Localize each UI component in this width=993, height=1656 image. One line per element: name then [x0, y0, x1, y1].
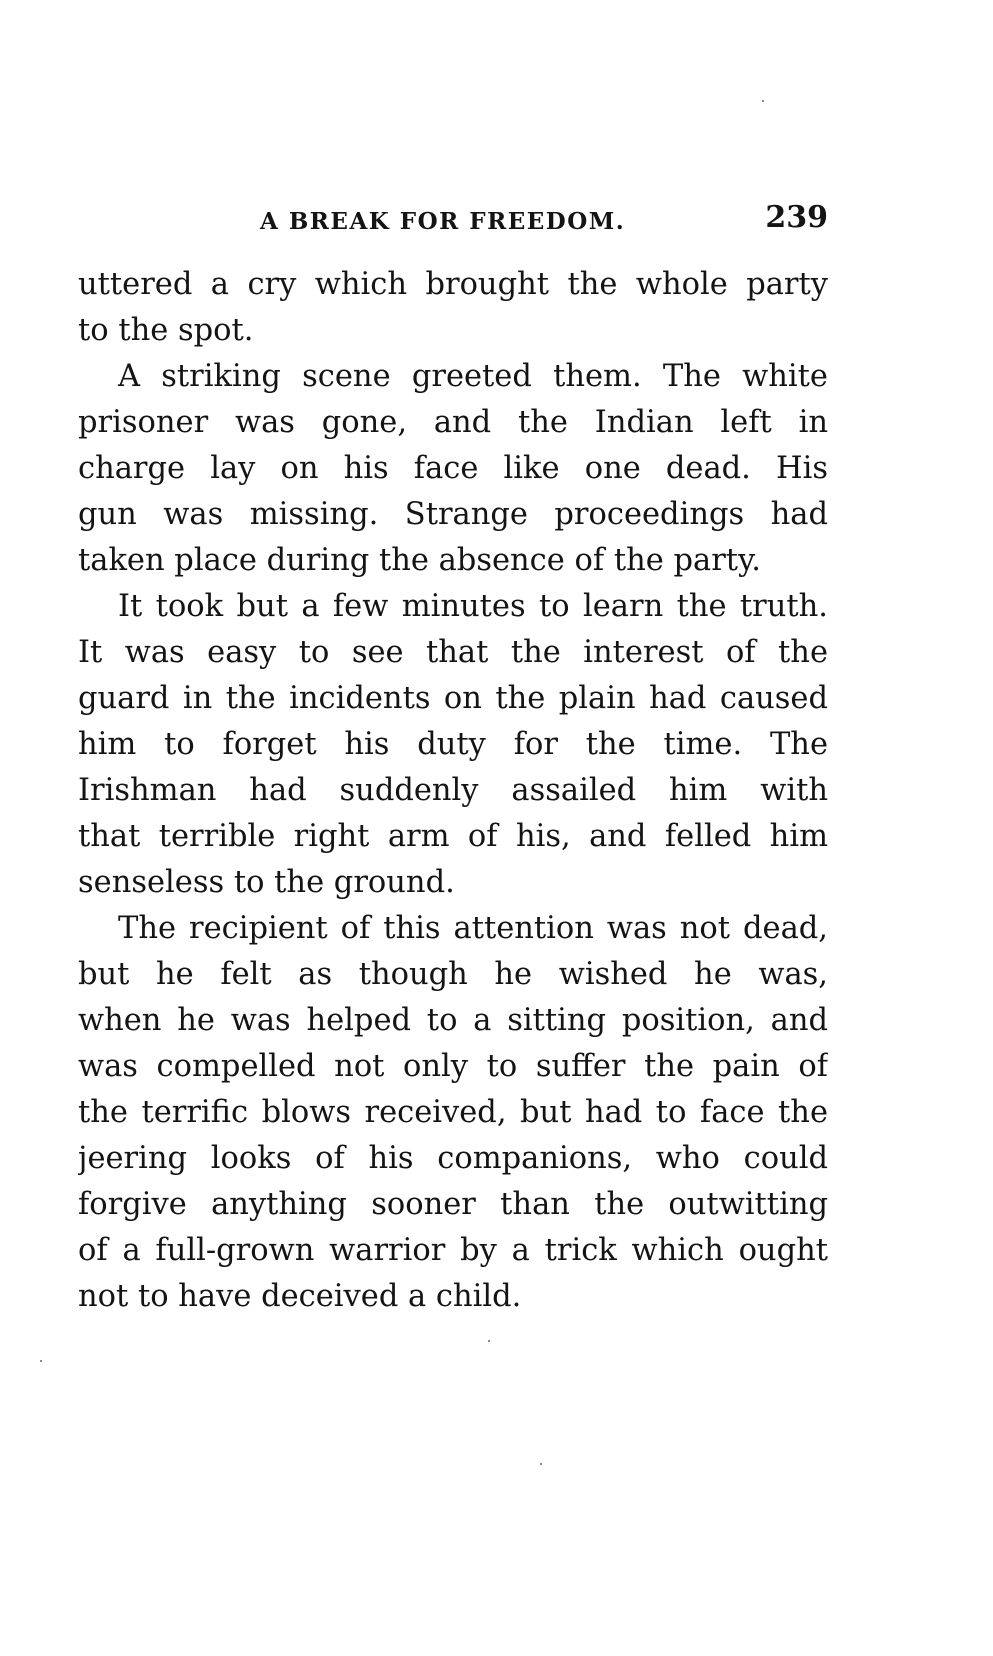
text-line: Irishman had suddenly assailed him with [78, 773, 828, 808]
paragraph [78, 354, 828, 584]
paper-speck [488, 1340, 490, 1342]
paragraph [78, 262, 828, 354]
text-line: The recipient of this attention was not dead, [118, 911, 828, 946]
text-line: him to forget his duty for the time. The [78, 727, 828, 762]
running-head: A BREAK FOR FREEDOM. [260, 208, 626, 235]
text-line: to the spot. [78, 313, 254, 348]
text-line: taken place during the absence of the party. [78, 543, 761, 578]
text-line: the terrific blows received, but had to face the [78, 1095, 828, 1130]
text-line: It was easy to see that the interest of the [78, 635, 828, 670]
paragraph [78, 906, 828, 1320]
text-line: was compelled not only to suffer the pain of [78, 1049, 828, 1084]
text-line: jeering looks of his companions, who could [78, 1141, 828, 1176]
text-line: senseless to the ground. [78, 865, 455, 900]
paragraph [78, 584, 828, 906]
paper-speck [762, 100, 764, 102]
text-line: It took but a few minutes to learn the truth. [118, 589, 828, 624]
text-line: uttered a cry which brought the whole party [78, 267, 828, 302]
text-line: prisoner was gone, and the Indian left in [78, 405, 828, 440]
text-line: A striking scene greeted them. The white [118, 359, 828, 394]
paper-speck [540, 1463, 542, 1465]
text-line: charge lay on his face like one dead. His [78, 451, 828, 486]
text-line: guard in the incidents on the plain had caused [78, 681, 828, 716]
page-number: 239 [765, 200, 828, 235]
text-line: gun was missing. Strange proceedings had [78, 497, 828, 532]
text-line: but he felt as though he wished he was, [78, 957, 828, 992]
paper-speck [40, 1360, 42, 1362]
text-line: forgive anything sooner than the outwitting [78, 1187, 828, 1222]
page-header [78, 200, 828, 240]
text-line: of a full-grown warrior by a trick which ought [78, 1233, 828, 1268]
text-line: not to have deceived a child. [78, 1279, 522, 1314]
body-text [78, 262, 828, 1320]
text-line: that terrible right arm of his, and felled him [78, 819, 828, 854]
text-line: when he was helped to a sitting position, and [78, 1003, 828, 1038]
